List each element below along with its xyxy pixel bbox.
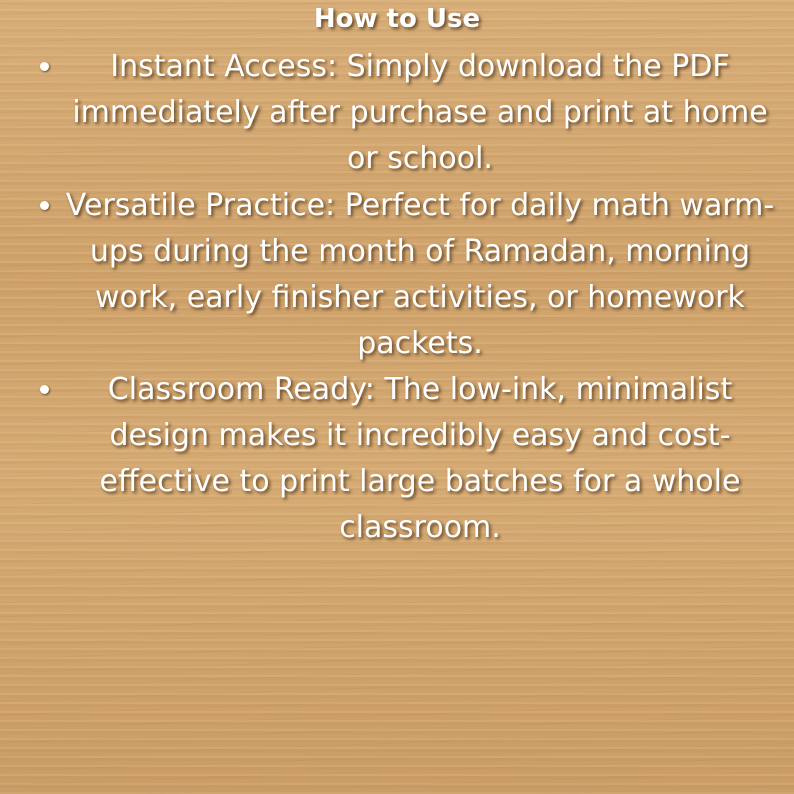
- list-item-classroom-ready: Classroom Ready: The low-ink, minimalist design makes it incredibly easy and cost-effective to print large batches for a whole classroom.: [99, 372, 741, 545]
- bullet-icon: [40, 385, 49, 394]
- list-item-instant-access: Instant Access: Simply download the PDF immediately after purchase and print at home or school.: [72, 49, 768, 176]
- page-title: How to Use: [313, 4, 481, 34]
- list-item-versatile-practice: Versatile Practice: Perfect for daily math warm-ups during the month of Ramadan, morning work, early finisher activities, or homework packets.: [65, 188, 775, 361]
- bullet-icon: [40, 201, 49, 210]
- bullet-icon: [40, 62, 49, 71]
